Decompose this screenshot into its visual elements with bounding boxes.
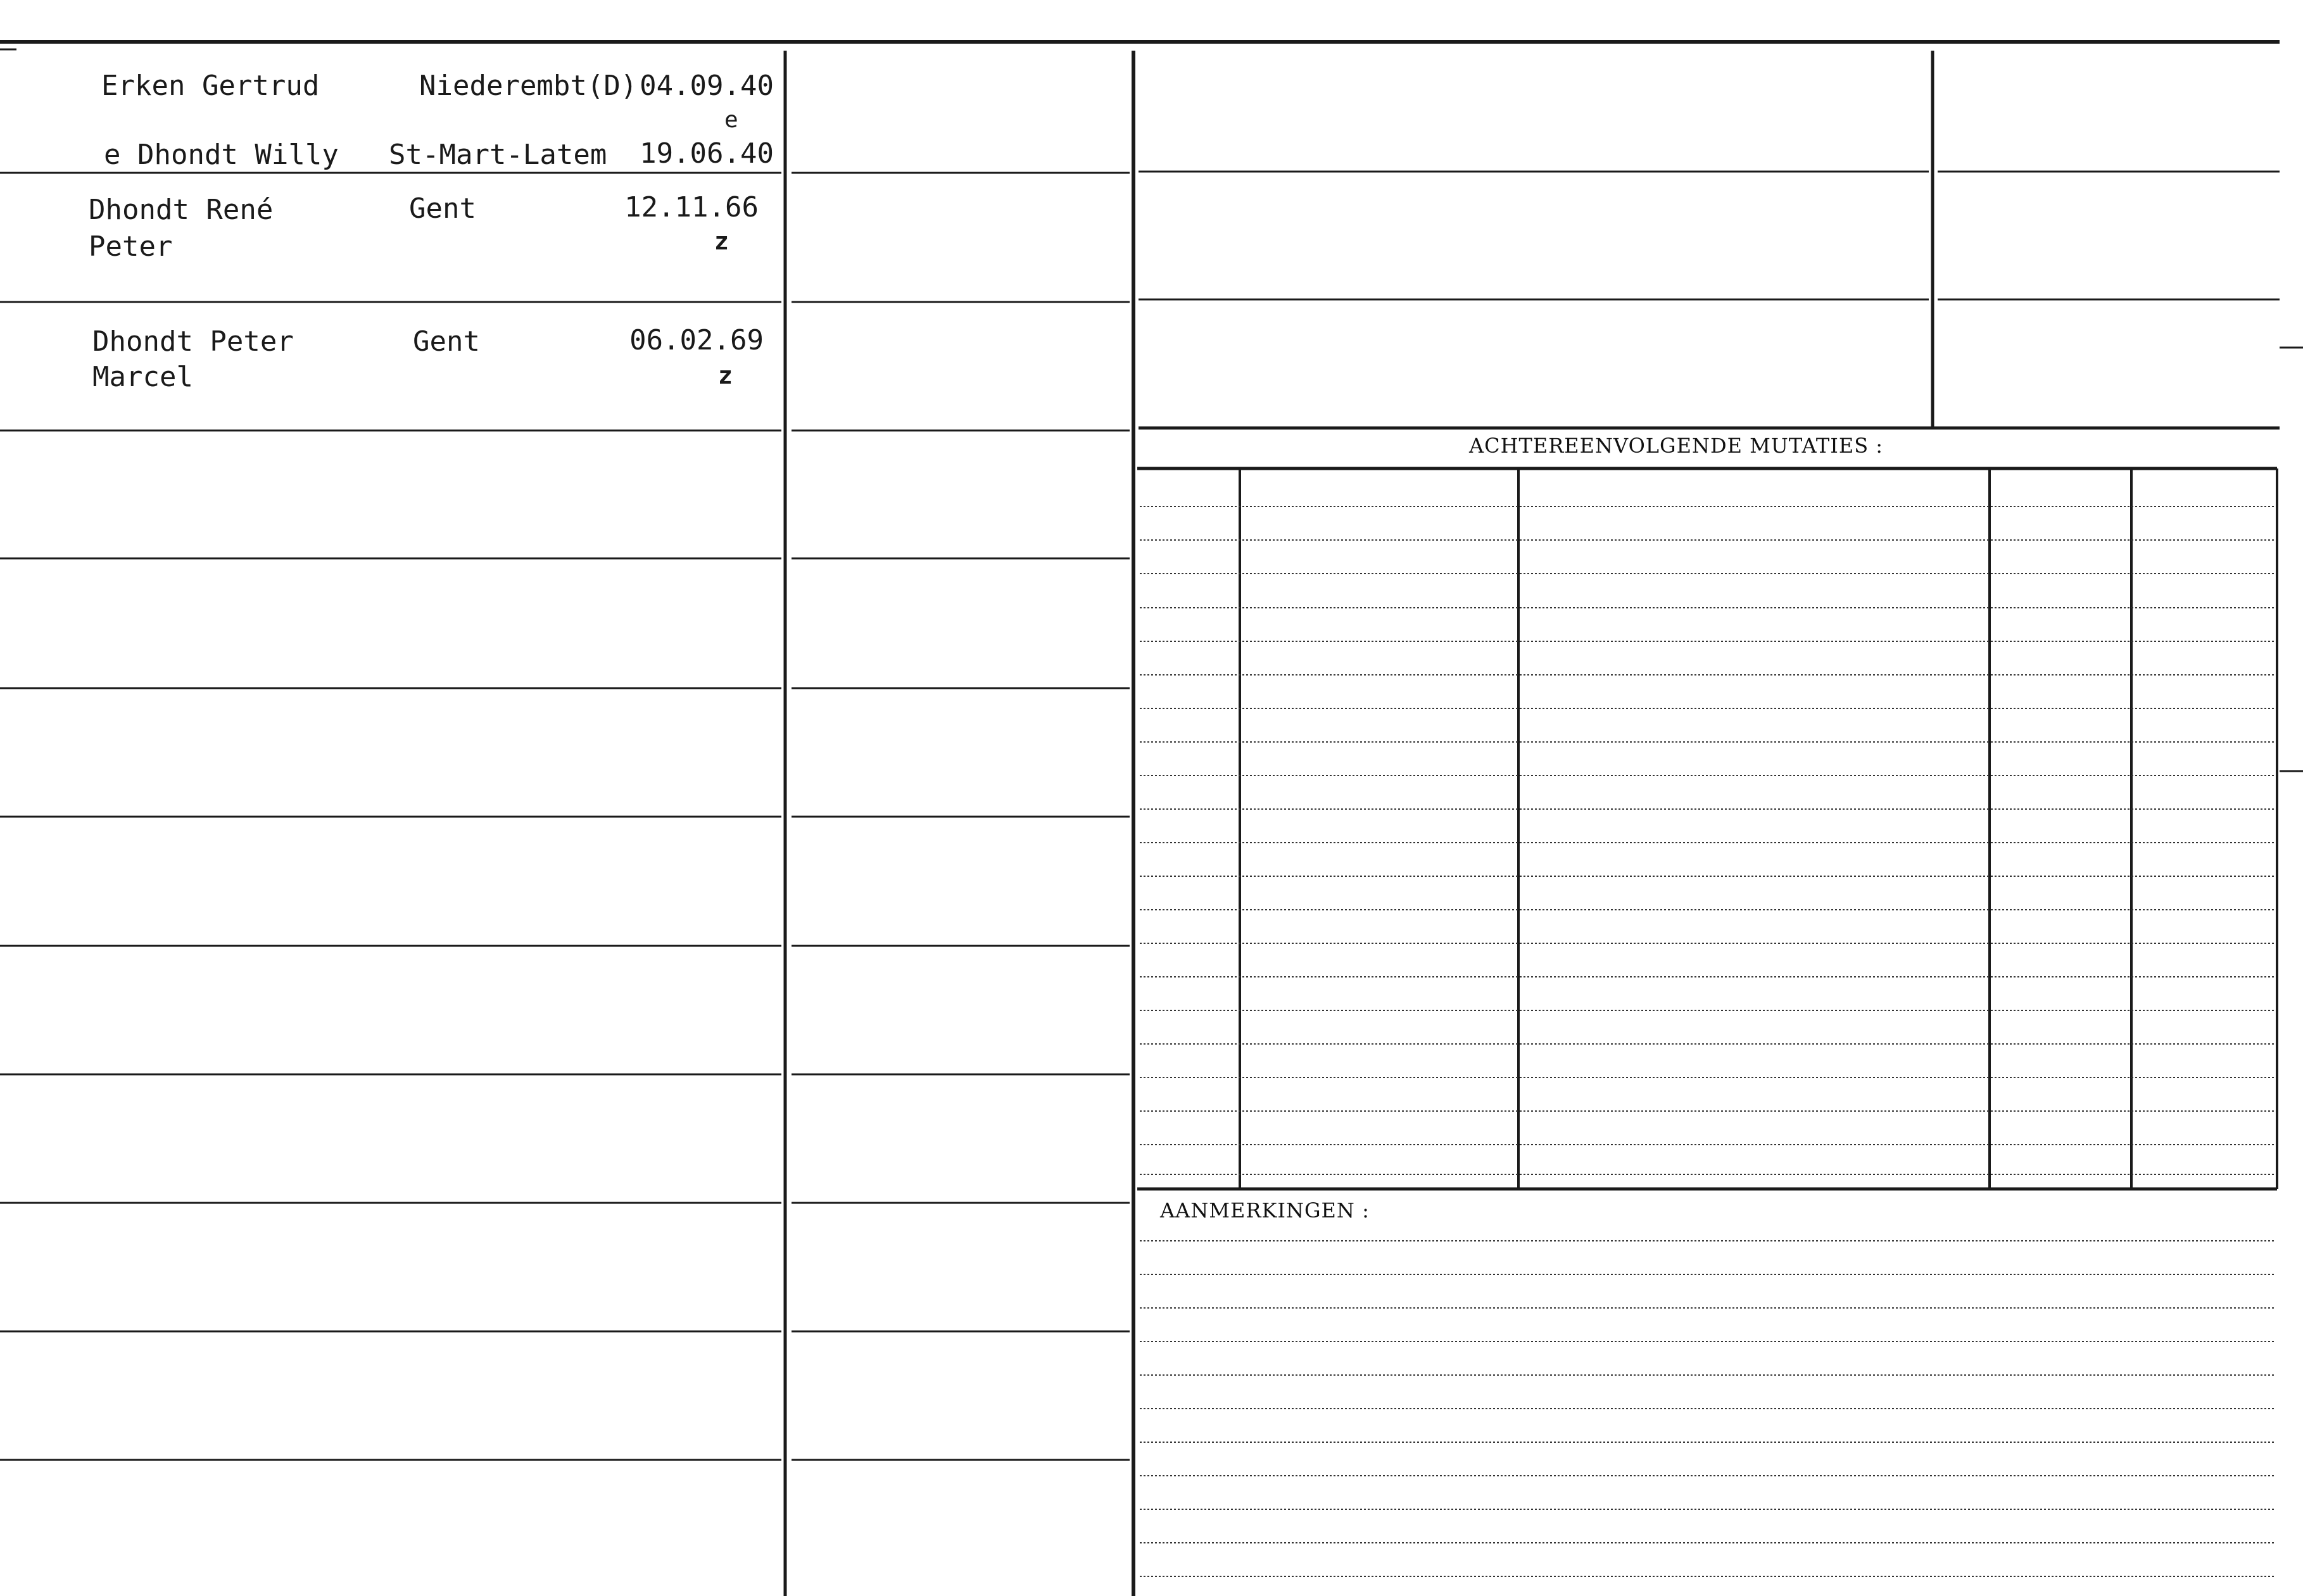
registry-row — [0, 305, 785, 430]
spouse-name: e Dhondt Willy — [104, 139, 339, 171]
gender-code: z — [718, 361, 733, 389]
mutaties-title: ACHTEREENVOLGENDE MUTATIES : — [1469, 434, 1884, 458]
person-name: Dhondt René — [89, 194, 274, 226]
status-mark: e — [724, 107, 738, 133]
gender-code: z — [714, 227, 729, 255]
person-name: Erken Gertrud — [101, 70, 320, 102]
birth-place: Niederembt(D) — [419, 70, 638, 102]
spouse-birth-date: 19.06.40 — [640, 137, 774, 170]
person-name-continued: Peter — [89, 230, 173, 263]
aanmerkingen-title: AANMERKINGEN : — [1160, 1198, 1370, 1222]
birth-place: Gent — [409, 192, 476, 225]
registry-row — [0, 51, 785, 173]
birth-date: 06.02.69 — [629, 324, 764, 356]
person-name: Dhondt Peter — [92, 325, 294, 358]
registry-row — [0, 175, 785, 302]
mutaties-section — [1137, 430, 2277, 468]
spouse-birth-place: St-Mart-Latem — [389, 139, 607, 171]
birth-date: 04.09.40 — [640, 70, 774, 102]
aanmerkingen-ruling — [1140, 1241, 2275, 1576]
person-name-continued: Marcel — [92, 361, 193, 393]
birth-place: Gent — [413, 325, 480, 358]
birth-date: 12.11.66 — [624, 191, 759, 223]
aanmerkingen-section — [1137, 1191, 2277, 1229]
mutaties-ruling — [1140, 506, 2275, 1174]
